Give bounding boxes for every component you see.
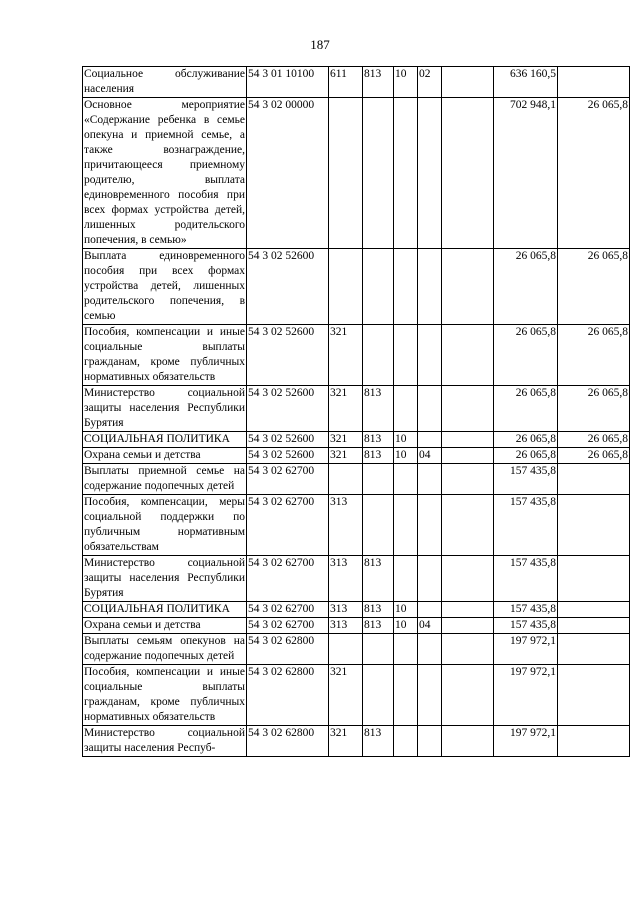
row-name-cell: Пособия, компенсации и иные социальные выплаты гражданам, кроме публичных нормативных обязательств [83, 665, 247, 726]
row-empty-cell [442, 556, 494, 602]
row-empty-cell [442, 249, 494, 325]
row-code-cell: 54 3 02 62700 [247, 602, 329, 618]
row-ministry-code-cell [363, 634, 394, 665]
table-row [83, 432, 630, 448]
row-code-cell: 54 3 02 52600 [247, 432, 329, 448]
table-row [83, 98, 630, 249]
row-name-cell: Министерство социальной защиты населения Респуб- [83, 726, 247, 757]
page-number: 187 [310, 37, 330, 52]
row-section-cell [394, 495, 418, 556]
row-code-cell: 54 3 02 62700 [247, 556, 329, 602]
row-amount-cell: 636 160,5 [494, 67, 558, 98]
row-federal-amount-cell: 26 065,8 [558, 249, 630, 325]
row-section-cell [394, 325, 418, 386]
row-code-cell: 54 3 02 62700 [247, 495, 329, 556]
table-row [83, 249, 630, 325]
row-expense-type-cell [329, 634, 363, 665]
row-code-cell: 54 3 02 00000 [247, 98, 329, 249]
row-subsection-cell [418, 386, 442, 432]
row-name-cell: Основное мероприятие «Содержание ребенка в семье опекуна и приемной семье, а также вознаграждение, причитающееся приемному родителю, выплата единовременного пособия при всех формах устройства детей, лишенных родительского попечения, в семью» [83, 98, 247, 249]
table-row [83, 495, 630, 556]
row-federal-amount-cell [558, 464, 630, 495]
row-federal-amount-cell: 26 065,8 [558, 448, 630, 464]
row-subsection-cell [418, 249, 442, 325]
budget-table [82, 66, 630, 757]
row-expense-type-cell: 321 [329, 726, 363, 757]
row-amount-cell: 157 435,8 [494, 618, 558, 634]
row-code-cell: 54 3 02 62700 [247, 464, 329, 495]
row-subsection-cell [418, 495, 442, 556]
row-empty-cell [442, 665, 494, 726]
row-name-cell: СОЦИАЛЬНАЯ ПОЛИТИКА [83, 432, 247, 448]
row-expense-type-cell [329, 98, 363, 249]
row-name-cell: Министерство социальной защиты населения Республики Бурятия [83, 386, 247, 432]
row-amount-cell: 702 948,1 [494, 98, 558, 249]
row-name-cell: Охрана семьи и детства [83, 448, 247, 464]
row-name-cell: Выплаты приемной семье на содержание подопечных детей [83, 464, 247, 495]
row-code-cell: 54 3 02 52600 [247, 249, 329, 325]
row-name-cell: Министерство социальной защиты населения Республики Бурятия [83, 556, 247, 602]
row-expense-type-cell: 321 [329, 665, 363, 726]
row-expense-type-cell: 321 [329, 386, 363, 432]
row-ministry-code-cell [363, 495, 394, 556]
row-subsection-cell [418, 556, 442, 602]
row-section-cell [394, 249, 418, 325]
row-section-cell [394, 726, 418, 757]
row-empty-cell [442, 325, 494, 386]
table-row [83, 448, 630, 464]
row-code-cell: 54 3 02 62800 [247, 634, 329, 665]
row-empty-cell [442, 98, 494, 249]
row-ministry-code-cell: 813 [363, 67, 394, 98]
row-section-cell: 10 [394, 432, 418, 448]
row-amount-cell: 157 435,8 [494, 495, 558, 556]
row-ministry-code-cell: 813 [363, 618, 394, 634]
row-section-cell [394, 98, 418, 249]
table-row [83, 325, 630, 386]
row-subsection-cell: 04 [418, 448, 442, 464]
row-expense-type-cell [329, 249, 363, 325]
row-federal-amount-cell [558, 665, 630, 726]
row-amount-cell: 197 972,1 [494, 665, 558, 726]
table-row [83, 602, 630, 618]
row-amount-cell: 26 065,8 [494, 448, 558, 464]
row-empty-cell [442, 726, 494, 757]
row-empty-cell [442, 618, 494, 634]
row-ministry-code-cell: 813 [363, 602, 394, 618]
row-expense-type-cell: 611 [329, 67, 363, 98]
row-subsection-cell [418, 634, 442, 665]
row-code-cell: 54 3 02 52600 [247, 448, 329, 464]
row-federal-amount-cell: 26 065,8 [558, 325, 630, 386]
row-empty-cell [442, 602, 494, 618]
row-subsection-cell [418, 98, 442, 249]
row-subsection-cell: 02 [418, 67, 442, 98]
row-code-cell: 54 3 02 62800 [247, 726, 329, 757]
row-amount-cell: 157 435,8 [494, 464, 558, 495]
row-expense-type-cell: 313 [329, 495, 363, 556]
row-ministry-code-cell [363, 98, 394, 249]
row-ministry-code-cell: 813 [363, 448, 394, 464]
row-ministry-code-cell: 813 [363, 432, 394, 448]
row-name-cell: СОЦИАЛЬНАЯ ПОЛИТИКА [83, 602, 247, 618]
row-ministry-code-cell [363, 665, 394, 726]
row-expense-type-cell: 321 [329, 432, 363, 448]
row-empty-cell [442, 448, 494, 464]
row-section-cell [394, 665, 418, 726]
table-row [83, 556, 630, 602]
row-section-cell [394, 386, 418, 432]
row-ministry-code-cell [363, 325, 394, 386]
row-amount-cell: 157 435,8 [494, 556, 558, 602]
row-federal-amount-cell: 26 065,8 [558, 386, 630, 432]
row-federal-amount-cell [558, 556, 630, 602]
row-name-cell: Выплаты семьям опекунов на содержание подопечных детей [83, 634, 247, 665]
table-row [83, 464, 630, 495]
table-row [83, 634, 630, 665]
row-expense-type-cell: 321 [329, 325, 363, 386]
row-expense-type-cell: 313 [329, 602, 363, 618]
row-empty-cell [442, 432, 494, 448]
row-expense-type-cell: 321 [329, 448, 363, 464]
row-expense-type-cell: 313 [329, 618, 363, 634]
row-amount-cell: 26 065,8 [494, 432, 558, 448]
row-section-cell: 10 [394, 67, 418, 98]
table-row [83, 386, 630, 432]
row-empty-cell [442, 464, 494, 495]
row-name-cell: Пособия, компенсации, меры социальной поддержки по публичным нормативным обязательствам [83, 495, 247, 556]
row-expense-type-cell: 313 [329, 556, 363, 602]
row-federal-amount-cell [558, 67, 630, 98]
row-ministry-code-cell [363, 249, 394, 325]
row-name-cell: Пособия, компенсации и иные социальные выплаты гражданам, кроме публичных нормативных обязательств [83, 325, 247, 386]
row-code-cell: 54 3 02 52600 [247, 325, 329, 386]
row-section-cell [394, 634, 418, 665]
row-amount-cell: 197 972,1 [494, 634, 558, 665]
row-federal-amount-cell [558, 726, 630, 757]
row-section-cell: 10 [394, 602, 418, 618]
row-federal-amount-cell [558, 634, 630, 665]
row-name-cell: Социальное обслуживание населения [83, 67, 247, 98]
row-subsection-cell: 04 [418, 618, 442, 634]
row-name-cell: Выплата единовременного пособия при всех формах устройства детей, лишенных родительского попечения, в семью [83, 249, 247, 325]
row-subsection-cell [418, 325, 442, 386]
table-body [83, 67, 630, 757]
row-empty-cell [442, 634, 494, 665]
row-subsection-cell [418, 464, 442, 495]
row-code-cell: 54 3 02 62800 [247, 665, 329, 726]
row-subsection-cell [418, 665, 442, 726]
row-federal-amount-cell [558, 602, 630, 618]
table-row [83, 726, 630, 757]
row-section-cell: 10 [394, 618, 418, 634]
row-amount-cell: 197 972,1 [494, 726, 558, 757]
row-empty-cell [442, 495, 494, 556]
row-section-cell [394, 464, 418, 495]
row-section-cell: 10 [394, 448, 418, 464]
row-ministry-code-cell: 813 [363, 556, 394, 602]
row-federal-amount-cell: 26 065,8 [558, 98, 630, 249]
row-amount-cell: 26 065,8 [494, 325, 558, 386]
table-row [83, 67, 630, 98]
row-section-cell [394, 556, 418, 602]
row-code-cell: 54 3 02 62700 [247, 618, 329, 634]
row-ministry-code-cell: 813 [363, 386, 394, 432]
row-subsection-cell [418, 432, 442, 448]
row-code-cell: 54 3 01 10100 [247, 67, 329, 98]
row-name-cell: Охрана семьи и детства [83, 618, 247, 634]
row-federal-amount-cell [558, 495, 630, 556]
row-code-cell: 54 3 02 52600 [247, 386, 329, 432]
row-ministry-code-cell: 813 [363, 726, 394, 757]
row-subsection-cell [418, 726, 442, 757]
row-federal-amount-cell [558, 618, 630, 634]
table-row [83, 618, 630, 634]
row-ministry-code-cell [363, 464, 394, 495]
row-expense-type-cell [329, 464, 363, 495]
row-amount-cell: 26 065,8 [494, 249, 558, 325]
row-empty-cell [442, 386, 494, 432]
row-amount-cell: 157 435,8 [494, 602, 558, 618]
row-amount-cell: 26 065,8 [494, 386, 558, 432]
table-row [83, 665, 630, 726]
row-empty-cell [442, 67, 494, 98]
row-subsection-cell [418, 602, 442, 618]
row-federal-amount-cell: 26 065,8 [558, 432, 630, 448]
